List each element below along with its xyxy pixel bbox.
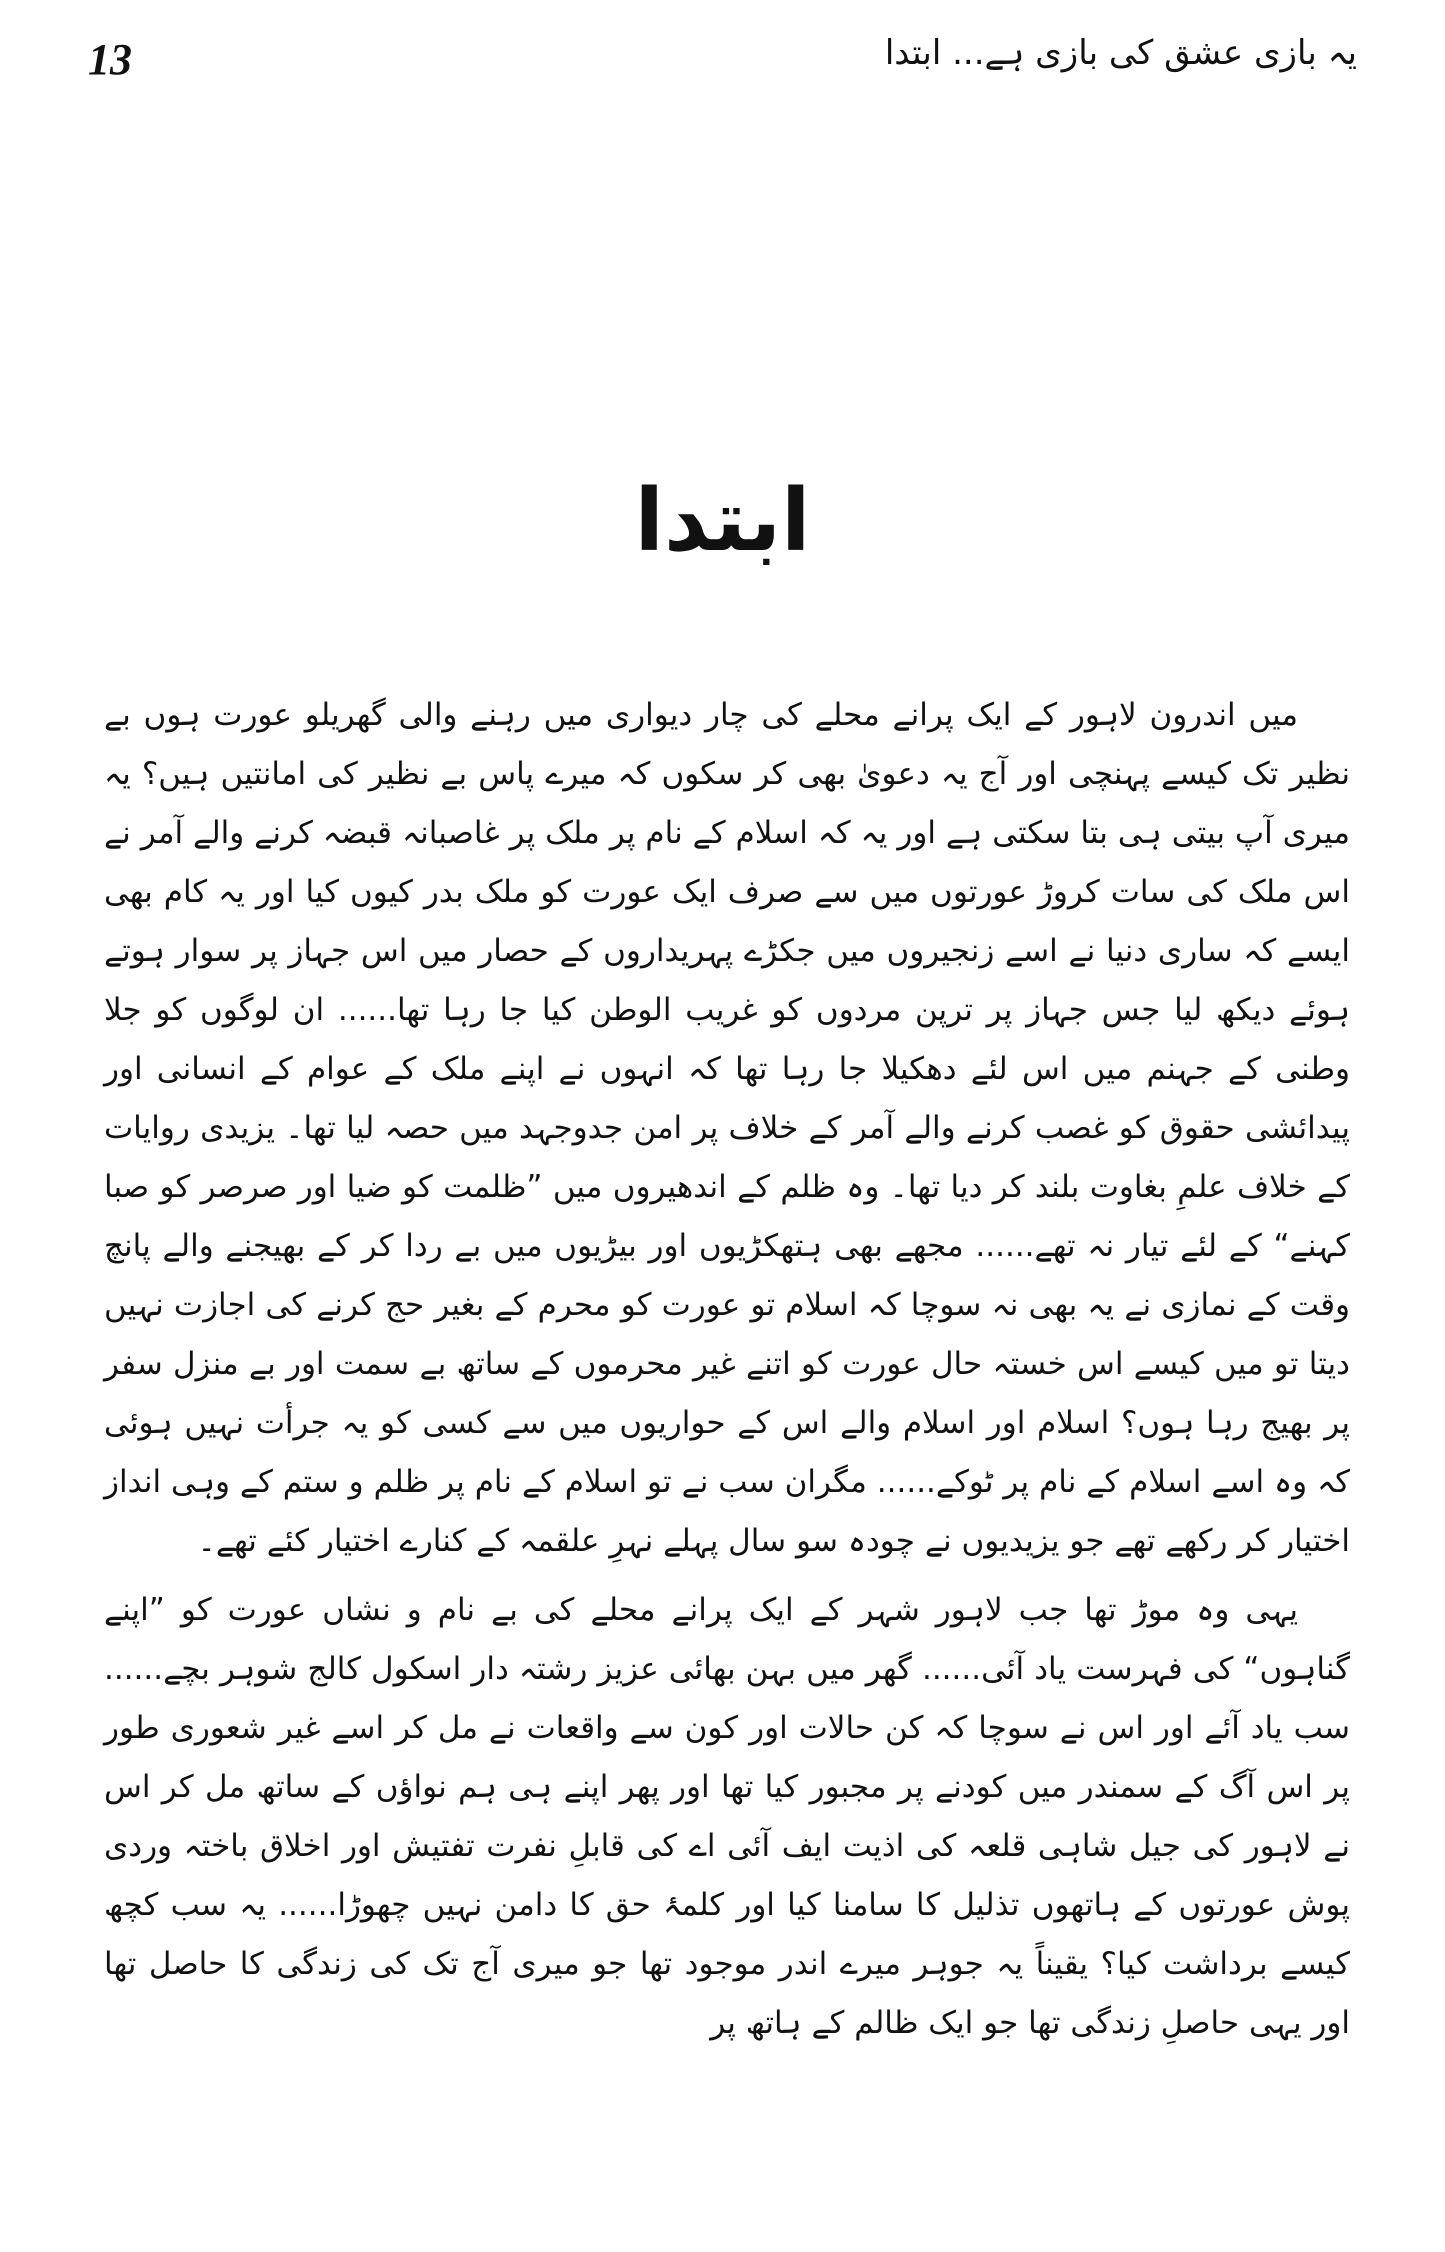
- chapter-title: ابتدا: [634, 471, 811, 571]
- page-number: 13: [88, 35, 132, 84]
- running-header: یہ بازی عشق کی بازی ہے... ابتدا: [884, 33, 1357, 73]
- body-text: [104, 686, 1350, 2053]
- paragraph: میں اندرون لاہور کے ایک پرانے محلے کی چار دیواری میں رہنے والی گھریلو عورت ہوں بے نظیر تک کیسے پہنچی اور آج یہ دعویٰ بھی کر سکوں کہ میرے پاس بے نظیر کی امانتیں ہیں؟ یہ میری آپ بیتی ہی بتا سکتی ہے اور یہ کہ اسلام کے نام پر ملک پر غاصبانہ قبضہ کرنے والے آمر نے اس ملک کی سات کروڑ عورتوں میں سے صرف ایک عورت کو ملک بدر کیوں کیا اور یہ کام بھی ایسے کہ ساری دنیا نے اسے زنجیروں میں جکڑے پہریداروں کے حصار میں اس جہاز پر سوار ہوتے ہوئے دیکھ لیا جس جہاز پر ترپن مردوں کو غریب الوطن کیا جا رہا تھا...... ان لوگوں کو جلا وطنی کے جہنم میں اس لئے دھکیلا جا رہا تھا کہ انہوں نے اپنے ملک کے عوام کے انسانی اور پیدائشی حقوق کو غصب کرنے والے آمر کے خلاف پر امن جدوجہد میں حصہ لیا تھا۔ یزیدی روایات کے خلاف علمِ بغاوت بلند کر دیا تھا۔ وہ ظلم کے اندھیروں میں ”ظلمت کو ضیا اور صرصر کو صبا کہنے“ کے لئے تیار نہ تھے...... مجھے بھی ہتھکڑیوں اور بیڑیوں میں بے ردا کر کے بھیجنے والے پانچ وقت کے نمازی نے یہ بھی نہ سوچا کہ اسلام تو عورت کو محرم کے بغیر حج کرنے کی اجازت نہیں دیتا تو میں کیسے اس خستہ حال عورت کو اتنے غیر محرموں کے ساتھ بے سمت اور بے منزل سفر پر بھیج رہا ہوں؟ اسلام اور اسلام والے اس کے حواریوں میں سے کسی کو یہ جرأت نہیں ہوئی کہ وہ اسے اسلام کے نام پر ٹوکے...... مگران سب نے تو اسلام کے نام پر ظلم و ستم کے وہی انداز اختیار کر رکھے تھے جو یزیدیوں نے چودہ سو سال پہلے نہرِ علقمہ کے کنارے اختیار کئے تھے۔: [104, 697, 1350, 1559]
- paragraph: یہی وہ موڑ تھا جب لاہور شہر کے ایک پرانے محلے کی بے نام و نشاں عورت کو ”اپنے گناہوں“ کی فہرست یاد آئی...... گھر میں بہن بھائی عزیز رشتہ دار اسکول کالج شوہر بچے...... سب یاد آئے اور اس نے سوچا کہ کن حالات اور کون سے واقعات نے مل کر اسے غیر شعوری طور پر اس آگ کے سمندر میں کودنے پر مجبور کیا تھا اور پھر اپنے ہی ہم نواؤں کے ساتھ مل کر اس نے لاہور کی جیل شاہی قلعہ کی اذیت ایف آئی اے کی قابلِ نفرت تفتیش اور اخلاق باختہ وردی پوش عورتوں کے ہاتھوں تذلیل کا سامنا کیا اور کلمۂ حق کا دامن نہیں چھوڑا...... یہ سب کچھ کیسے برداشت کیا؟ یقیناً یہ جوہر میرے اندر موجود تھا جو میری آج تک کی زندگی کا حاصل تھا اور یہی حاصلِ زندگی تھا جو ایک ظالم کے ہاتھ پر: [104, 1592, 1350, 2041]
